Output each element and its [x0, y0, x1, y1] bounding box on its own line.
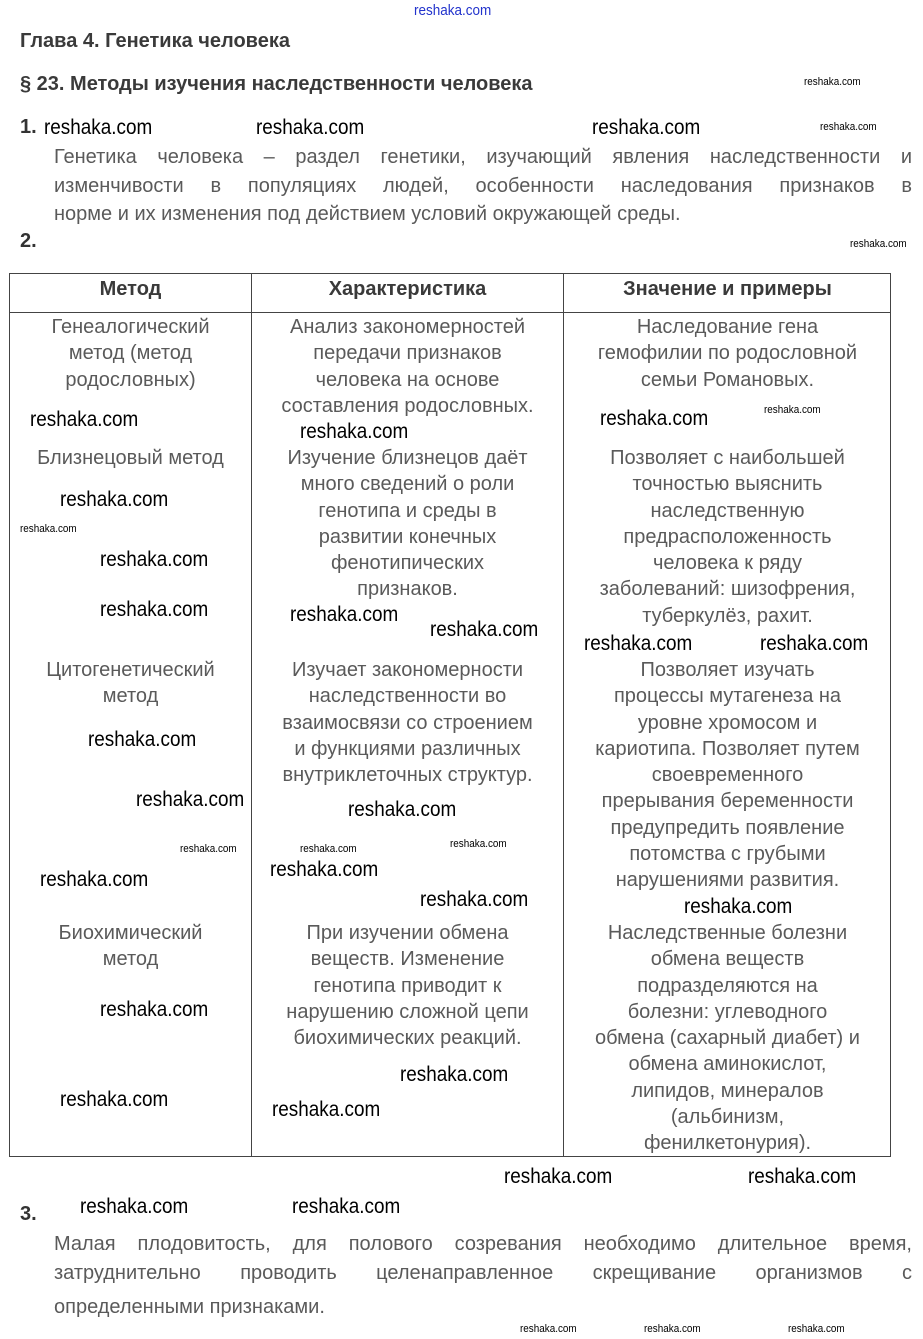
task-3-number: 3.: [20, 1203, 37, 1225]
watermark: reshaka.com: [136, 787, 245, 811]
examples-cell: Наследственные болезни обмена веществ подразделяются на болезни: углеводного обмена (сахарный диабет) и обмена аминокислот, липидов, минералов (альбинизм, фенилкетонурия).: [595, 922, 860, 1155]
task-2-number: 2.: [20, 230, 37, 252]
task-1-answer: [54, 143, 912, 229]
watermark: reshaka.com: [256, 115, 365, 139]
watermark: reshaka.com: [520, 1323, 577, 1336]
characteristic-cell: Изучение близнецов даёт много сведений о роли генотипа и среды в развитии конечных фенотипических признаков.: [287, 447, 528, 601]
watermark: reshaka.com: [80, 1194, 189, 1218]
watermark: reshaka.com: [748, 1164, 857, 1188]
watermark: reshaka.com: [414, 2, 492, 20]
method-cell: Близнецовый метод: [37, 447, 224, 469]
watermark: reshaka.com: [300, 419, 409, 443]
section-title: § 23. Методы изучения наследственности человека: [20, 73, 533, 95]
watermark: reshaka.com: [504, 1164, 613, 1188]
method-cell: Генеалогический метод (метод родословных): [51, 316, 210, 391]
text-line: определенными признаками.: [54, 1296, 325, 1318]
header-characteristic: Характеристика: [328, 278, 487, 300]
watermark: reshaka.com: [684, 894, 793, 918]
watermark: reshaka.com: [100, 597, 209, 621]
watermark: reshaka.com: [100, 997, 209, 1021]
watermark: reshaka.com: [30, 407, 139, 431]
method-cell: Цитогенетический метод: [46, 659, 215, 708]
watermark: reshaka.com: [20, 523, 77, 536]
characteristic-cell: Изучает закономерности наследственности во взаимосвязи со строением и функциями различных внутриклеточных структур.: [282, 659, 533, 787]
watermark: reshaka.com: [100, 547, 209, 571]
watermark: reshaka.com: [348, 797, 457, 821]
watermark: reshaka.com: [292, 1194, 401, 1218]
watermark: reshaka.com: [60, 1087, 169, 1111]
watermark: reshaka.com: [764, 404, 821, 417]
examples-cell: Позволяет изучать процессы мутагенеза на уровне хромосом и кариотипа. Позволяет путем своевременного прерывания беременности предупредить появление потомства с грубыми нарушениями развития.: [595, 659, 860, 892]
watermark: reshaka.com: [272, 1097, 381, 1121]
header-divider: [10, 312, 890, 313]
text-line: затруднительно проводить целенаправленное скрещивание организмов с: [54, 1261, 912, 1284]
watermark: reshaka.com: [850, 238, 907, 251]
watermark: reshaka.com: [400, 1062, 509, 1086]
watermark: reshaka.com: [300, 843, 357, 856]
watermark: reshaka.com: [88, 727, 197, 751]
watermark: reshaka.com: [420, 887, 529, 911]
watermark: reshaka.com: [44, 115, 153, 139]
text-line: изменчивости в популяциях людей, особенности наследования признаков в: [54, 174, 912, 197]
task-3-answer: [54, 1230, 912, 1322]
examples-cell: Наследование гена гемофилии по родословной семьи Романовых.: [597, 316, 858, 391]
watermark: reshaka.com: [60, 487, 169, 511]
methods-table: [9, 273, 891, 1157]
watermark: reshaka.com: [644, 1323, 701, 1336]
characteristic-cell: Анализ закономерностей передачи признаков человека на основе составления родословных.: [281, 316, 534, 417]
examples-cell: Позволяет с наибольшей точностью выяснить наследственную предрасположенность человека к ряду заболеваний: шизофрения, туберкулёз, рахит.: [599, 447, 856, 627]
watermark: reshaka.com: [450, 838, 507, 851]
header-method: Метод: [99, 278, 162, 300]
watermark: reshaka.com: [600, 406, 709, 430]
watermark: reshaka.com: [270, 857, 379, 881]
watermark: reshaka.com: [760, 631, 869, 655]
text-line: Малая плодовитость, для полового созревания необходимо длительное время,: [54, 1233, 912, 1255]
method-cell: Биохимический метод: [58, 922, 203, 971]
watermark: reshaka.com: [430, 617, 539, 641]
watermark: reshaka.com: [804, 76, 861, 89]
watermark: reshaka.com: [592, 115, 701, 139]
watermark: reshaka.com: [820, 121, 877, 134]
watermark: reshaka.com: [788, 1323, 845, 1336]
chapter-title: Глава 4. Генетика человека: [20, 30, 290, 52]
task-1-number: 1.: [20, 116, 37, 138]
header-examples: Значение и примеры: [623, 278, 832, 300]
watermark: reshaka.com: [40, 867, 149, 891]
text-line: норме и их изменения под действием условий окружающей среды.: [54, 203, 681, 225]
characteristic-cell: При изучении обмена веществ. Изменение генотипа приводит к нарушению сложной цепи биохимических реакций.: [286, 922, 529, 1050]
watermark: reshaka.com: [290, 602, 399, 626]
watermark: reshaka.com: [180, 843, 237, 856]
watermark: reshaka.com: [584, 631, 693, 655]
text-line: Генетика человека – раздел генетики, изучающий явления наследственности и: [54, 146, 912, 168]
